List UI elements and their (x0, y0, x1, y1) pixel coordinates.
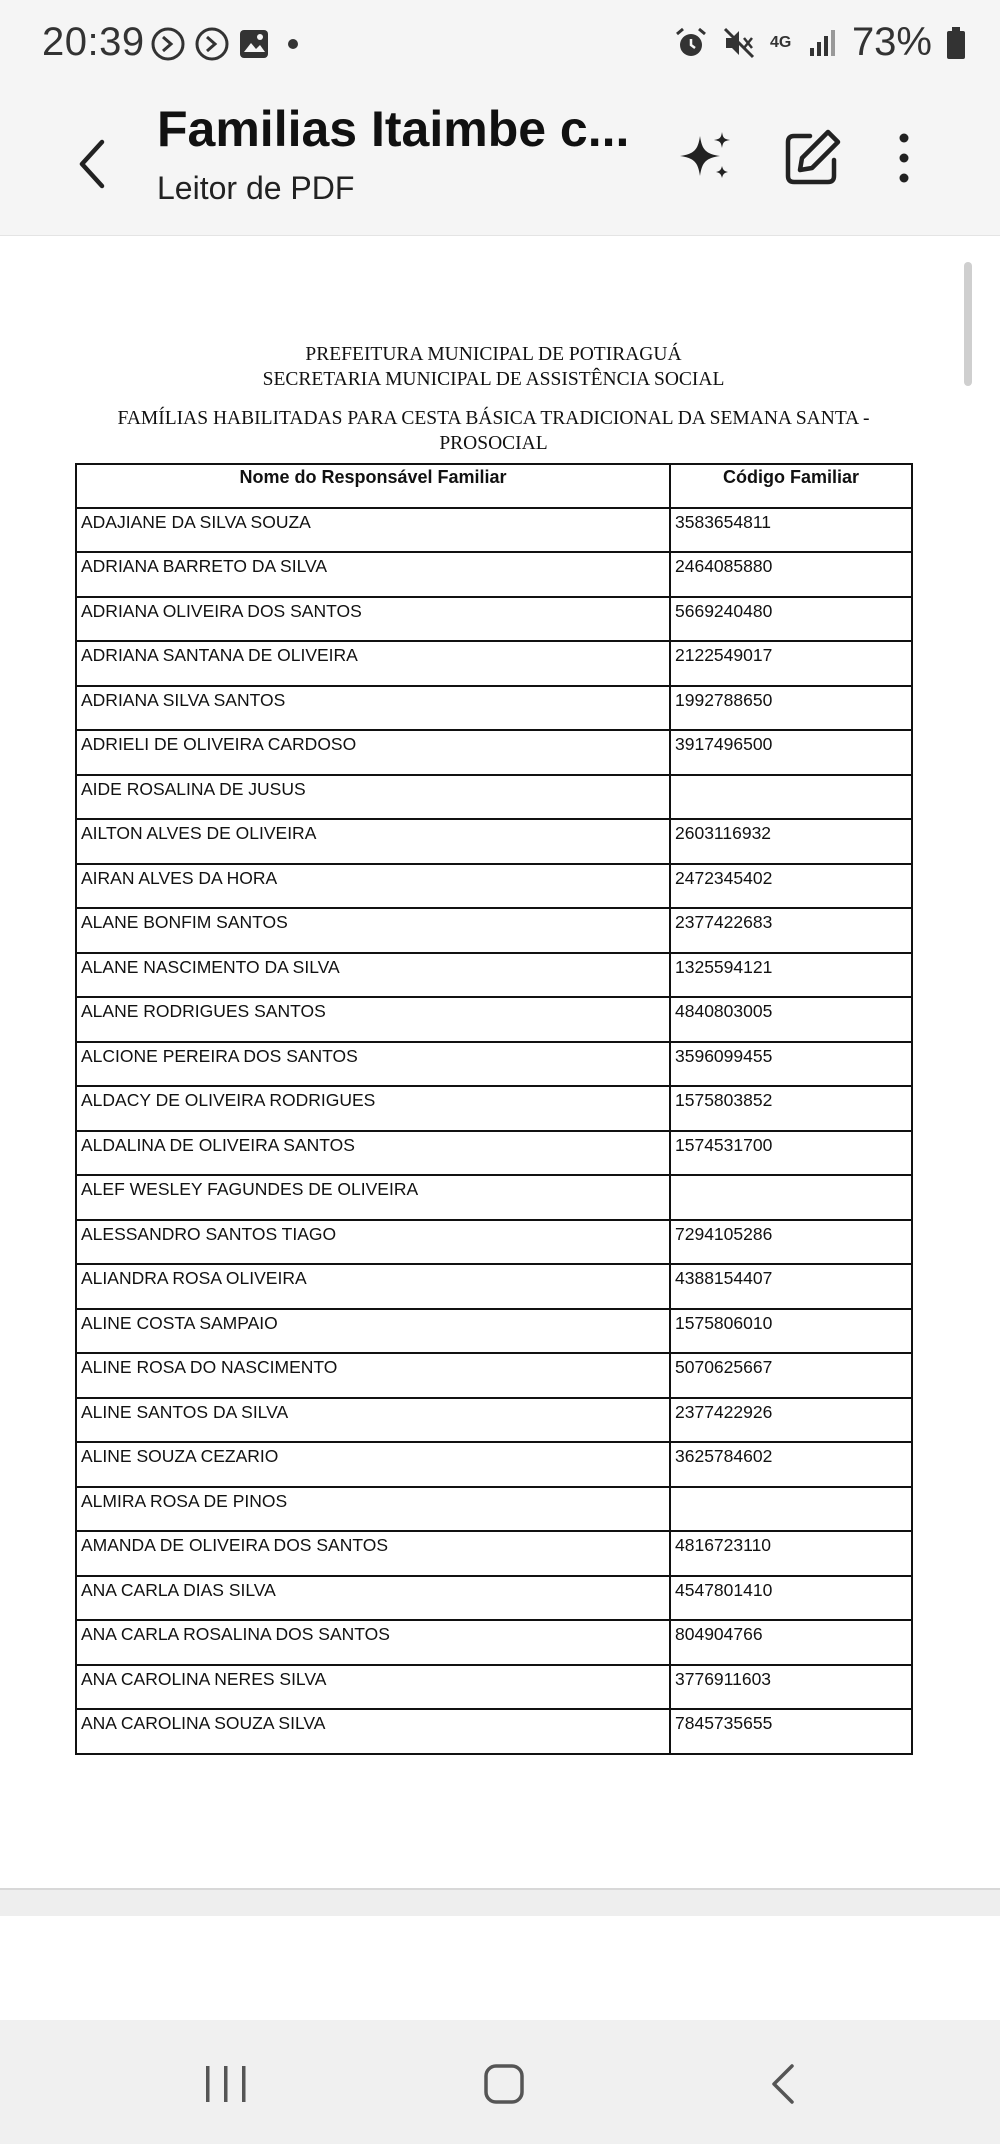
home-button[interactable] (480, 2060, 528, 2108)
battery-percent: 73% (851, 20, 932, 64)
family-code-cell: 1575806010 (670, 1309, 912, 1354)
family-code-cell: 2122549017 (670, 641, 912, 686)
family-name-cell: ALANE BONFIM SANTOS (76, 908, 670, 953)
column-header-name: Nome do Responsável Familiar (76, 464, 670, 508)
family-code-cell: 2603116932 (670, 819, 912, 864)
family-name-cell: ALANE RODRIGUES SANTOS (76, 997, 670, 1042)
family-name-cell: AIRAN ALVES DA HORA (76, 864, 670, 909)
family-name-cell: ADRIANA OLIVEIRA DOS SANTOS (76, 597, 670, 642)
media-sync-icon (194, 26, 230, 62)
table-row (76, 1042, 912, 1087)
table-row (76, 1442, 912, 1487)
table-row (76, 1353, 912, 1398)
family-code-cell: 2377422683 (670, 908, 912, 953)
family-code-cell: 3583654811 (670, 508, 912, 553)
column-header-code: Código Familiar (670, 464, 912, 508)
table-row (76, 1576, 912, 1621)
table-row (76, 1531, 912, 1576)
table-row (76, 1620, 912, 1665)
family-code-cell: 2472345402 (670, 864, 912, 909)
table-row (76, 1709, 912, 1754)
table-row (76, 1264, 912, 1309)
family-code-cell: 4816723110 (670, 1531, 912, 1576)
status-time: 20:39 (42, 20, 145, 64)
table-row (76, 508, 912, 553)
more-options-button[interactable] (884, 126, 924, 190)
table-row (76, 641, 912, 686)
family-name-cell: ALDACY DE OLIVEIRA RODRIGUES (76, 1086, 670, 1131)
table-header-row (76, 464, 912, 508)
table-row (76, 730, 912, 775)
family-name-cell: ADRIELI DE OLIVEIRA CARDOSO (76, 730, 670, 775)
network-type: 4G (769, 33, 792, 51)
family-name-cell: ANA CARLA ROSALINA DOS SANTOS (76, 1620, 670, 1665)
family-code-cell: 5669240480 (670, 597, 912, 642)
doc-header-line3: FAMÍLIAS HABILITADAS PARA CESTA BÁSICA TRADICIONAL DA SEMANA SANTA - (117, 408, 870, 429)
family-name-cell: ALINE ROSA DO NASCIMENTO (76, 1353, 670, 1398)
signal-icon (808, 28, 838, 58)
doc-header-line4: PROSOCIAL (439, 433, 548, 454)
family-code-cell: 4547801410 (670, 1576, 912, 1621)
family-code-cell: 3776911603 (670, 1665, 912, 1710)
family-code-cell: 3625784602 (670, 1442, 912, 1487)
family-name-cell: ALINE COSTA SAMPAIO (76, 1309, 670, 1354)
table-row (76, 686, 912, 731)
family-name-cell: ADAJIANE DA SILVA SOUZA (76, 508, 670, 553)
table-row (76, 997, 912, 1042)
family-code-cell: 7845735655 (670, 1709, 912, 1754)
scrollbar-thumb[interactable] (964, 262, 972, 386)
alarm-icon (674, 26, 708, 60)
family-name-cell: ALCIONE PEREIRA DOS SANTOS (76, 1042, 670, 1087)
family-code-cell: 3917496500 (670, 730, 912, 775)
family-name-cell: ALANE NASCIMENTO DA SILVA (76, 953, 670, 998)
table-body (76, 508, 912, 1754)
nav-back-button[interactable] (764, 2060, 804, 2108)
families-table (75, 463, 913, 1755)
family-name-cell: ALDALINA DE OLIVEIRA SANTOS (76, 1131, 670, 1176)
table-row (76, 1131, 912, 1176)
notification-icons (150, 26, 308, 62)
family-code-cell: 4388154407 (670, 1264, 912, 1309)
family-name-cell: ALMIRA ROSA DE PINOS (76, 1487, 670, 1532)
home-icon (480, 2060, 528, 2108)
family-code-cell: 4840803005 (670, 997, 912, 1042)
table-row (76, 908, 912, 953)
back-icon (764, 2060, 804, 2108)
doc-header-line1: PREFEITURA MUNICIPAL DE POTIRAGUÁ (305, 344, 682, 365)
family-code-cell (670, 1487, 912, 1532)
family-code-cell: 3596099455 (670, 1042, 912, 1087)
table-row (76, 864, 912, 909)
table-row (76, 1086, 912, 1131)
family-code-cell: 7294105286 (670, 1220, 912, 1265)
more-vert-icon (884, 126, 924, 190)
family-name-cell: AILTON ALVES DE OLIVEIRA (76, 819, 670, 864)
battery-icon (946, 26, 966, 60)
back-button[interactable] (62, 124, 122, 204)
page-separator (0, 1888, 1000, 1918)
family-name-cell: ANA CAROLINA SOUZA SILVA (76, 1709, 670, 1754)
table-row (76, 1309, 912, 1354)
table-row (76, 819, 912, 864)
family-name-cell: ALINE SOUZA CEZARIO (76, 1442, 670, 1487)
table-row (76, 1175, 912, 1220)
family-code-cell: 1575803852 (670, 1086, 912, 1131)
family-code-cell: 2464085880 (670, 552, 912, 597)
dot-icon (278, 26, 308, 62)
ai-assist-button[interactable] (676, 126, 736, 186)
document-title: Familias Itaimbe c... (157, 101, 630, 157)
table-row (76, 1398, 912, 1443)
family-name-cell: AIDE ROSALINA DE JUSUS (76, 775, 670, 820)
table-row (76, 1665, 912, 1710)
table-row (76, 1487, 912, 1532)
family-name-cell: ANA CARLA DIAS SILVA (76, 1576, 670, 1621)
gallery-icon (238, 28, 270, 60)
family-name-cell: ALIANDRA ROSA OLIVEIRA (76, 1264, 670, 1309)
chevron-left-icon (72, 134, 112, 194)
system-indicators (674, 20, 966, 65)
family-name-cell: ADRIANA SILVA SANTOS (76, 686, 670, 731)
media-sync-icon (150, 26, 186, 62)
family-code-cell: 1574531700 (670, 1131, 912, 1176)
table-row (76, 775, 912, 820)
family-name-cell: ALEF WESLEY FAGUNDES DE OLIVEIRA (76, 1175, 670, 1220)
family-name-cell: ANA CAROLINA NERES SILVA (76, 1665, 670, 1710)
family-code-cell: 5070625667 (670, 1353, 912, 1398)
next-pdf-page[interactable] (0, 1916, 1000, 2020)
status-bar (0, 0, 1000, 88)
table-row (76, 552, 912, 597)
family-name-cell: ALINE SANTOS DA SILVA (76, 1398, 670, 1443)
family-code-cell: 804904766 (670, 1620, 912, 1665)
mute-icon (722, 26, 756, 60)
family-code-cell: 1325594121 (670, 953, 912, 998)
edit-icon (780, 126, 844, 190)
ai-sparkle-icon (676, 126, 736, 186)
family-name-cell: ALESSANDRO SANTOS TIAGO (76, 1220, 670, 1265)
family-name-cell: ADRIANA SANTANA DE OLIVEIRA (76, 641, 670, 686)
edit-button[interactable] (780, 126, 844, 190)
family-code-cell (670, 1175, 912, 1220)
table-row (76, 597, 912, 642)
table-row (76, 953, 912, 998)
app-subtitle: Leitor de PDF (157, 170, 355, 206)
family-code-cell: 2377422926 (670, 1398, 912, 1443)
doc-header-line2: SECRETARIA MUNICIPAL DE ASSISTÊNCIA SOCIAL (262, 369, 725, 390)
table-row (76, 1220, 912, 1265)
navigation-bar (0, 2020, 1000, 2144)
recents-button[interactable] (196, 2064, 256, 2104)
family-name-cell: AMANDA DE OLIVEIRA DOS SANTOS (76, 1531, 670, 1576)
family-code-cell (670, 775, 912, 820)
app-bar (0, 88, 1000, 234)
family-code-cell: 1992788650 (670, 686, 912, 731)
family-name-cell: ADRIANA BARRETO DA SILVA (76, 552, 670, 597)
recents-icon (196, 2064, 256, 2104)
